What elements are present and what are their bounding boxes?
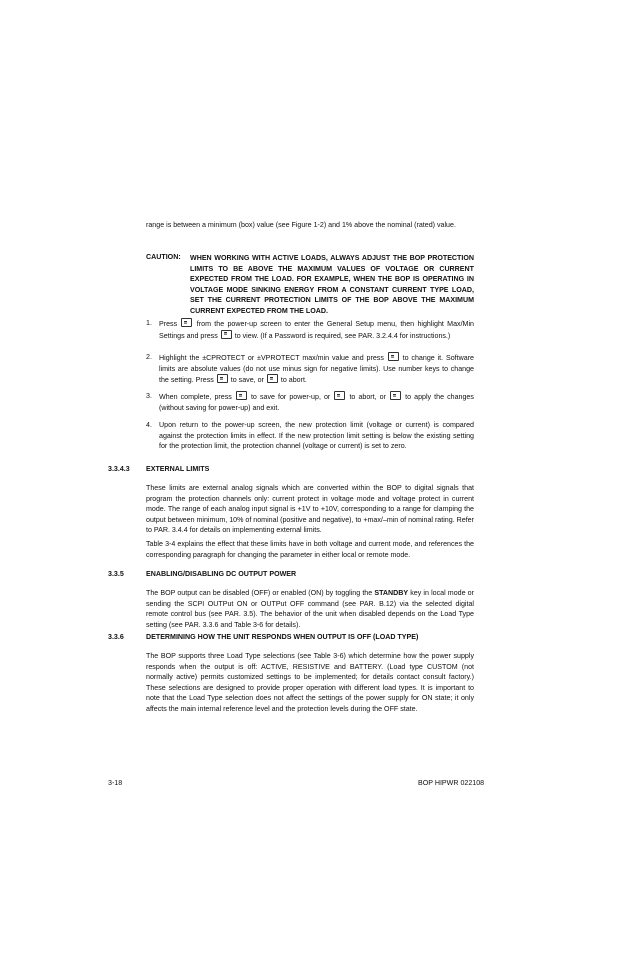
caution-label: CAUTION: [146,253,181,261]
section-number: 3.3.5 [108,570,124,578]
step-3-text: When complete, press to save for power-up, or to abort, or to apply the changes (without saving for power-up) and exit. [159,393,474,412]
section-paragraph: Table 3-4 explains the effect that these limits have in both voltage and current mode, and references the corresponding paragraph for changing the parameter in either local or remote mode. [146,540,474,559]
intro-paragraph: range is between a minimum (box) value (see Figure 1-2) and 1% above the nominal (rated) value. [146,221,456,229]
caution-text: WHEN WORKING WITH ACTIVE LOADS, ALWAYS ADJUST THE BOP PROTECTION LIMITS TO BE ABOVE THE MAXIMUM VALUES OF VOLTAGE OR CURRENT EXPECTED FROM THE LOAD. FOR EXAMPLE, WHEN THE BOP IS OPERATING IN VOLTAGE MODE SINKING ENERGY FROM A CONSTANT CURRENT TYPE LOAD, SET THE CURRENT PROTECTION LIMITS OF THE BOP ABOVE THE MAXIMUM CURRENT EXPECTED FROM THE LOAD. [190,254,474,315]
step-2-text: Highlight the ±CPROTECT or ±VPROTECT max/min value and press to change it. Software limits are absolute values (do not use minus sign for negative limits). Use number keys to change the setting. Press to save, or to abort. [159,354,474,385]
function-key-icon [267,374,278,383]
step-number: 1. [146,319,152,327]
step-4-text: Upon return to the power-up screen, the new protection limit (voltage or current) is compared against the protection limits in effect. If the new protection limit setting is below the existing setting for the protection limit, the protection channel (voltage or current) is set to zero. [159,421,474,451]
page-number: 3-18 [108,779,123,787]
section-title: ENABLING/DISABLING DC OUTPUT POWER [146,570,297,578]
section-number: 3.3.6 [108,633,124,641]
function-key-icon [181,318,192,327]
section-number: 3.3.4.3 [108,465,130,473]
section-title: EXTERNAL LIMITS [146,465,210,473]
step-number: 2. [146,353,152,361]
function-key-icon [236,391,247,400]
step-number: 4. [146,421,152,429]
section-paragraph: The BOP output can be disabled (OFF) or enabled (ON) by toggling the STANDBY key in local mode or sending the SCPI OUTPut ON or OUTPut OFF command (see PAR. B.12) via the selected digital remote control bus (see PAR. 3.5). The behavior of the unit when disabled depends on the Load Type setting (see PAR. 3.3.6 and Table 3-6 for details). [146,589,474,629]
document-id: BOP HIPWR 022108 [418,779,485,787]
function-key-icon [388,352,399,361]
function-key-icon [334,391,345,400]
step-number: 3. [146,392,152,400]
section-paragraph: The BOP supports three Load Type selections (see Table 3-6) which determine how the power supply responds when the output is off: ACTIVE, RESISTIVE and BATTERY. (Load type CUSTOM (not normally active) permits customized settings to be implemented; for details contact consult factory.) These selections are designed to provide proper operation with different load types. It is important to note that the Load Type selection does not affect the settings of the power supply for ON state; it only affects the main internal reference level and the protection levels during the OFF state. [146,652,474,713]
function-key-icon [221,330,232,339]
function-key-icon [390,391,401,400]
section-title: DETERMINING HOW THE UNIT RESPONDS WHEN OUTPUT IS OFF (LOAD TYPE) [146,633,419,641]
section-paragraph: These limits are external analog signals which are converted within the BOP to digital signals that program the protection channels only: current protect in voltage mode and voltage protect in current mode. The range of each analog input signal is +1V to +10V, corresponding to a range for clamping the output between minimum, 10% of nominal (positive and negative), to +max/–min of nominal rating. Refer to PAR. 3.4.4 for details on implementing external limits. [146,484,474,535]
step-1-text: Press from the power-up screen to enter the General Setup menu, then highlight Max/Min Settings and press to view. (If a Password is required, see PAR. 3.2.4.4 for instructions.) [159,320,474,340]
function-key-icon [217,374,228,383]
